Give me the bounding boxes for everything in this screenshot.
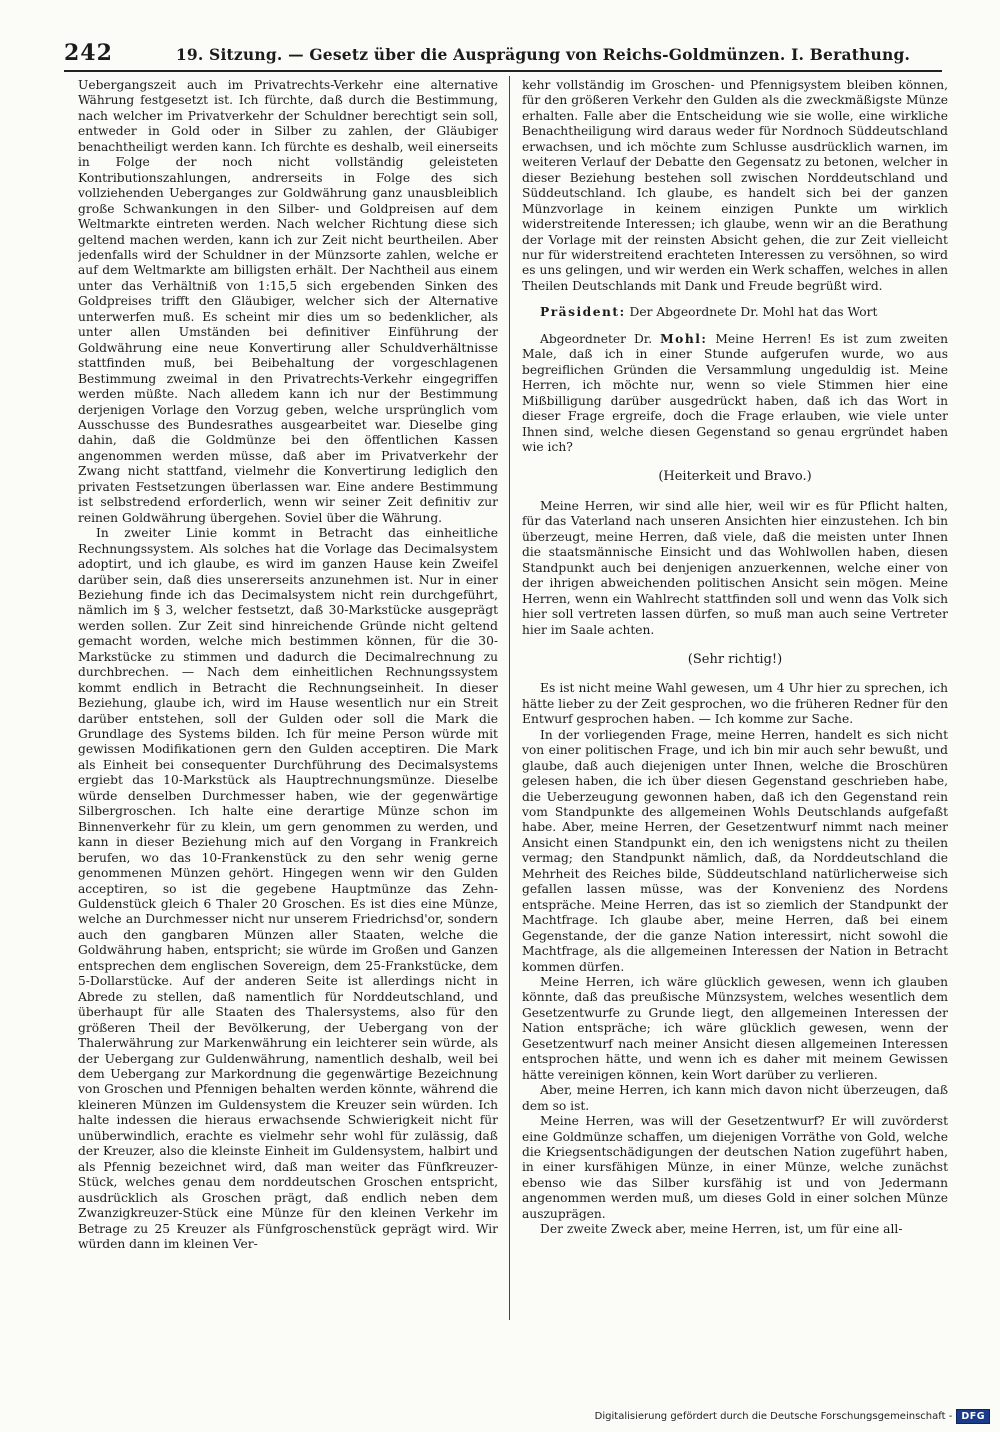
paragraph: In der vorliegenden Frage, meine Herren, handelt es sich nicht von einer politischen Frage, und ich bin mir auch sehr bewußt, und glaube, daß auch diejenigen unter Ihnen, welche die Broschüren gelesen haben, die ich über diesen Gegenstand geschrieben habe, die Ueberzeugung gewonnen haben, daß ich den Gegenstand rein vom Standpunkte des allgemeinen Wohls Deutschlands aufgefaßt habe. Aber, meine Herren, der Gesetzentwurf nimmt nach meiner Ansicht einen Standpunkt ein, den ich wenigstens nicht zu theilen vermag; den Standpunkt nämlich, daß, da Norddeutschland die Mehrheit des Reiches bilde, Süddeutschland natürlicherweise sich gefallen lassen müsse, was der Konvenienz des Nordens entspräche. Meine Herren, das ist so ziemlich der Standpunkt der Machtfrage. Ich glaube aber, meine Herren, daß bei einem Gegenstande, der die ganze Nation interessirt, nicht sowohl die Machtfrage, als die allgemeinen Interessen der Nation in Betracht kommen dürfen. xyxy=(522,727,948,974)
paragraph: In zweiter Linie kommt in Betracht das einheitliche Rechnungssystem. Als solches hat die Vorlage das Decimalsystem adoptirt, und ich glaube, es wird im ganzen Hause kein Zweifel darüber sein, daß dies unsererseits anzunehmen ist. Nur in einer Beziehung finde ich das Decimalsystem nicht rein durchgeführt, nämlich im § 3, welcher festsetzt, daß 30-Markstücke ausgeprägt werden sollen. Zur Zeit sind hinreichende Gründe nicht geltend gemacht worden, welche mich bestimmen können, für die 30-Markstücke zu stimmen und dadurch die Decimalrechnung zu durchbrechen. — Nach dem einheitlichen Rechnungssystem kommt endlich in Betracht die Rechnungseinheit. In dieser Beziehung, glaube ich, wird im Hause wesentlich nur ein Streit darüber entstehen, soll der Gulden oder soll die Mark die Grundlage des Systems bilden. Ich für meine Person würde mit gewissen Modifikationen gern den Gulden acceptiren. Die Mark als Einheit bei consequenter Durchführung des Decimalsystems ergiebt das 10-Markstück als Hauptrechnungsmünze. Dieselbe würde denselben Durchmesser haben, wie der gegenwärtige Silbergroschen. Ich halte eine derartige Münze schon im Binnenverkehr für zu klein, um gern genommen zu werden, und kann in dieser Beziehung mich auf den Vorgang in Frankreich berufen, wo das 10-Frankenstück zu den sehr wenig gerne genommenen Münzen gehört. Hingegen wenn wir den Gulden acceptiren, so ist die gegebene Hauptmünze das Zehn-Guldenstück gleich 6 Thaler 20 Groschen. Es ist dies eine Münze, welche an Durchmesser nicht nur unserem Friedrichsd'or, sondern auch den gangbaren Münzen aller Staaten, welche die Goldwährung haben, entspricht; sie würde im Großen und Ganzen entsprechen dem englischen Sovereign, dem 25-Frankstücke, dem 5-Dollarstücke. Auf der anderen Seite ist allerdings nicht in Abrede zu stellen, daß namentlich für Norddeutschland, und überhaupt für alle Staaten des Thalersystems, also für den größeren Theil der Bevölkerung, der Uebergang von der Thalerwährung zur Markenwährung ein leichterer sein würde, als der Uebergang zur Guldenwährung, namentlich deshalb, weil bei dem Uebergang zur Markordnung die gegenwärtige Bezeichnung von Groschen und Pfennigen behalten werden könnte, während die kleineren Münzen im Guldensystem die Kreuzer sein würden. Ich halte indessen die hieraus erwachsende Schwierigkeit nicht für unüberwindlich, erachte es vielmehr sehr wohl für zulässig, daß der Kreuzer, also die kleinste Einheit im Guldensystem, halbirt und als Pfennig bezeichnet wird, daß man weiter das Fünfkreuzer-Stück, welches genau dem norddeutschen Groschen entspricht, ausdrücklich als Groschen prägt, daß endlich neben dem Zwanzigkreuzer-Stück eine Münze für den kleinen Verkehr im Betrage zu 25 Kreuzer als Fünfgroschenstück geprägt wird. Wir würden dann im kleinen Ver- xyxy=(78,526,498,1251)
right-column xyxy=(522,78,948,1318)
speaker-name: Mohl: xyxy=(660,330,708,346)
interjection: (Sehr richtig!) xyxy=(687,651,783,667)
paragraph: Meine Herren, wir sind alle hier, weil wir es für Pflicht halten, für das Vaterland nach unseren Ansichten hier einzustehen. Ich bin überzeugt, meine Herren, daß viele, daß die meisten unter Ihnen die staatsmännische Einsicht und das Wohlwollen haben, diesen Standpunkt auch bei denjenigen anzuerkennen, welche einer von der ihrigen abweichenden politischen Ansicht sein mögen. Meine Herren, wenn ein Wahlrecht stattfinden soll und wenn das Volk sich hier soll vertreten lassen dürfen, so muß man auch seine Vertreter hier im Saale achten. xyxy=(522,498,948,637)
paragraph: Es ist nicht meine Wahl gewesen, um 4 Uhr hier zu sprechen, ich hätte lieber zu der Zeit gesprochen, wo die früheren Redner für den Entwurf gesprochen haben. — Ich komme zur Sache. xyxy=(522,681,948,727)
paragraph: kehr vollständig im Groschen- und Pfennigsystem bleiben können, für den größeren Verkehr den Gulden als die zweckmäßigste Münze erhalten. Falle aber die Entscheidung wie sie wolle, eine wirkliche Benachtheiligung wird daraus weder für Nordnoch Süddeutschland erwachsen, und ich möchte zum Schlusse ausdrücklich warnen, im weiteren Verlauf der Debatte den Gegensatz zu betonen, welcher in dieser Beziehung bestehen soll zwischen Norddeutschland und Süddeutschland. Ich glaube, es handelt sich bei der ganzen Münzvorlage in keinem einzigen Punkte um wirklich widerstreitende Interessen; ich glaube, wenn wir an die Berathung der Vorlage mit der reinsten Absicht gehen, die zur Zeit vielleicht nur für widerstreitend erachteten Interessen zu versöhnen, so wird es uns gelingen, und wir werden ein Werk schaffen, welches in allen Theilen Deutschlands mit Dank und Freude begrüßt wird. xyxy=(522,78,948,293)
speaker-name: Präsident: xyxy=(540,304,626,320)
speech-paragraph xyxy=(522,331,948,456)
speaker-title: Abgeordneter Dr. xyxy=(540,331,653,346)
left-column xyxy=(78,78,498,1318)
credit-text: Digitalisierung gefördert durch die Deutsche Forschungsgemeinschaft - xyxy=(594,1411,953,1422)
dfg-logo: DFG xyxy=(956,1409,990,1424)
column-divider xyxy=(509,76,510,1320)
digitization-credit xyxy=(595,1409,990,1424)
interjection: (Heiterkeit und Bravo.) xyxy=(658,469,812,485)
paragraph: Aber, meine Herren, ich kann mich davon nicht überzeugen, daß dem so ist. xyxy=(522,1083,948,1113)
paragraph: Uebergangszeit auch im Privatrechts-Verkehr eine alternative Währung festgesetzt ist. Ich fürchte, daß durch die Bestimmung, nach welcher im Privatverkehr der Schuldner berechtigt sein soll, entweder in Gold oder in Silber zu zahlen, der Gläubiger benachtheiligt werden kann. Ich fürchte es deshalb, weil einerseits in Folge der noch nicht vollständig geleisteten Kontributionszahlungen, andrerseits in Folge des sich vollziehenden Ueberganges zur Goldwährung ganz unausbleiblich große Schwankungen in den Silber- und Goldpreisen auf dem Weltmarkte eintreten werden. Nach welcher Richtung diese sich geltend machen werden, kann ich zur Zeit nicht beurtheilen. Aber jedenfalls wird der Schuldner in der Münzsorte zahlen, welche er auf dem Weltmarkte am billigsten erhält. Der Nachtheil aus einem unter das Verhältniß von 1:15,5 sich ergebenden Sinken des Goldpreises trifft den Gläubiger, welcher sich der Alternative unterwerfen muß. Es scheint mir dies um so bedenklicher, als unter allen Umständen bei definitiver Einführung der Goldwährung eine neue Konvertirung aller Schuldverhältnisse stattfinden muß, bei Beibehaltung der vorgeschlagenen Bestimmung zweimal in den Privatrechts-Verkehr eingegriffen werden müßte. Nach alledem kann ich nur der Bestimmung derjenigen Vorlage den Vorzug geben, welche ursprünglich vom Ausschusse des Bundesrathes ausgearbeitet war. Dieselbe ging dahin, daß die Goldmünze bei den öffentlichen Kassen angenommen werden müsse, daß aber im Privatverkehr der Zwang nicht stattfand, vielmehr die Konvertirung lediglich den privaten Festsetzungen überlassen war. Eine andere Bestimmung ist selbstredend erforderlich, wenn wir seiner Zeit definitiv zur reinen Goldwährung übergehen. Soviel über die Währung. xyxy=(78,78,498,525)
running-head: 19. Sitzung. — Gesetz über die Ausprägung von Reichs-Goldmünzen. I. Berathung. xyxy=(175,45,911,64)
paragraph: Meine Herren, ich wäre glücklich gewesen, wenn ich glauben könnte, daß das preußische Münzsystem, welches wesentlich dem Gesetzentwurfe zu Grunde liegt, den allgemeinen Interessen der Nation entspräche; ich wäre glücklich gewesen, wenn der Gesetzentwurf nach meiner Ansicht diesen allgemeinen Interessen entsprochen hätte, und wenn ich es daher mit meinem Gewissen hätte vereinigen können, kein Wort darüber zu verlieren. xyxy=(522,975,948,1082)
paragraph: Meine Herren, was will der Gesetzentwurf? Er will zuvörderst eine Goldmünze schaffen, um diejenigen Vorräthe von Gold, welche die Kriegsentschädigungen der deutschen Nation zugeführt haben, in einer kursfähigen Münze, in einer Münze, welche zunächst ebenso wie das Silber kursfähig ist und von Jedermann angenommen werden muß, um dieses Gold in einer solchen Münze auszuprägen. xyxy=(522,1114,948,1221)
speaker-line xyxy=(522,304,948,320)
speech-text: Meine Herren! Es ist zum zweiten Male, daß ich in einer Stunde aufgerufen wurde, wo aus begreiflichen Gründen die Versammlung ungeduldig ist. Meine Herren, ich möchte nur, wenn so viele Stimmen hier eine Mißbilligung darüber ausgedrückt haben, daß ich das Wort in dieser Frage ergreife, doch die Frage erlauben, wie viele unter Ihnen sind, welche diesen Gegenstand so genau ergründet haben wie ich? xyxy=(522,331,948,454)
page-number: 242 xyxy=(64,40,113,66)
paragraph: Der zweite Zweck aber, meine Herren, ist, um für eine all- xyxy=(540,1222,903,1237)
page-header xyxy=(64,30,942,72)
speaker-text: Der Abgeordnete Dr. Mohl hat das Wort xyxy=(629,305,878,320)
